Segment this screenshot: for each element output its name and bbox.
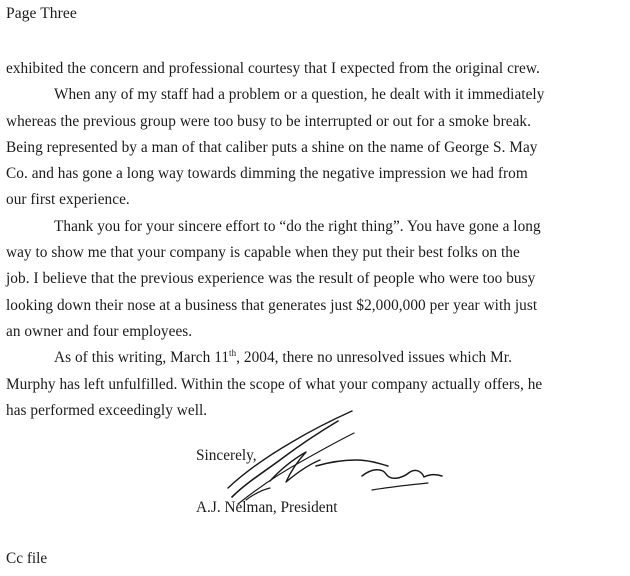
body-line-date bbox=[6, 345, 630, 371]
body-line: Murphy has left unfulfilled. Within the scope of what your company actually offers, he bbox=[6, 375, 543, 393]
body-line: exhibited the concern and professional courtesy that I expected from the original crew. bbox=[6, 60, 540, 77]
cc-line: Cc file bbox=[6, 550, 48, 567]
body-line: When any of my staff had a problem or a question, he dealt with it immediately bbox=[54, 86, 545, 104]
body-line: Thank you for your sincere effort to “do the right thing”. You have gone a long bbox=[54, 217, 541, 235]
date-text-end: , 2004, there no unresolved issues which Mr. bbox=[236, 349, 512, 367]
body-line: job. I believe that the previous experience was the result of people who were too busy bbox=[6, 270, 536, 288]
date-text-start: As of this writing, March 11 bbox=[54, 349, 230, 367]
body-line: an owner and four employees. bbox=[6, 322, 193, 340]
body-line: Being represented by a man of that caliber puts a shine on the name of George S. May bbox=[6, 138, 538, 156]
body-line: has performed exceedingly well. bbox=[6, 401, 208, 419]
body-line: Co. and has gone a long way towards dimming the negative impression we had from bbox=[6, 165, 528, 183]
body-line: way to show me that your company is capable when they put their best folks on the bbox=[6, 244, 520, 262]
ordinal-superscript: th bbox=[229, 348, 237, 359]
signer-name: A.J. Nelman, President bbox=[196, 499, 338, 516]
body-line: our first experience. bbox=[6, 191, 130, 209]
page-number-label: Page Three bbox=[6, 5, 77, 22]
closing-salutation: Sincerely, bbox=[196, 447, 257, 464]
letter-body bbox=[6, 56, 630, 424]
body-line: looking down their nose at a business that generates just $2,000,000 per year with just bbox=[6, 296, 538, 314]
body-line: whereas the previous group were too busy to be interrupted or out for a smoke break. bbox=[6, 112, 531, 130]
handwritten-signature bbox=[222, 402, 452, 510]
